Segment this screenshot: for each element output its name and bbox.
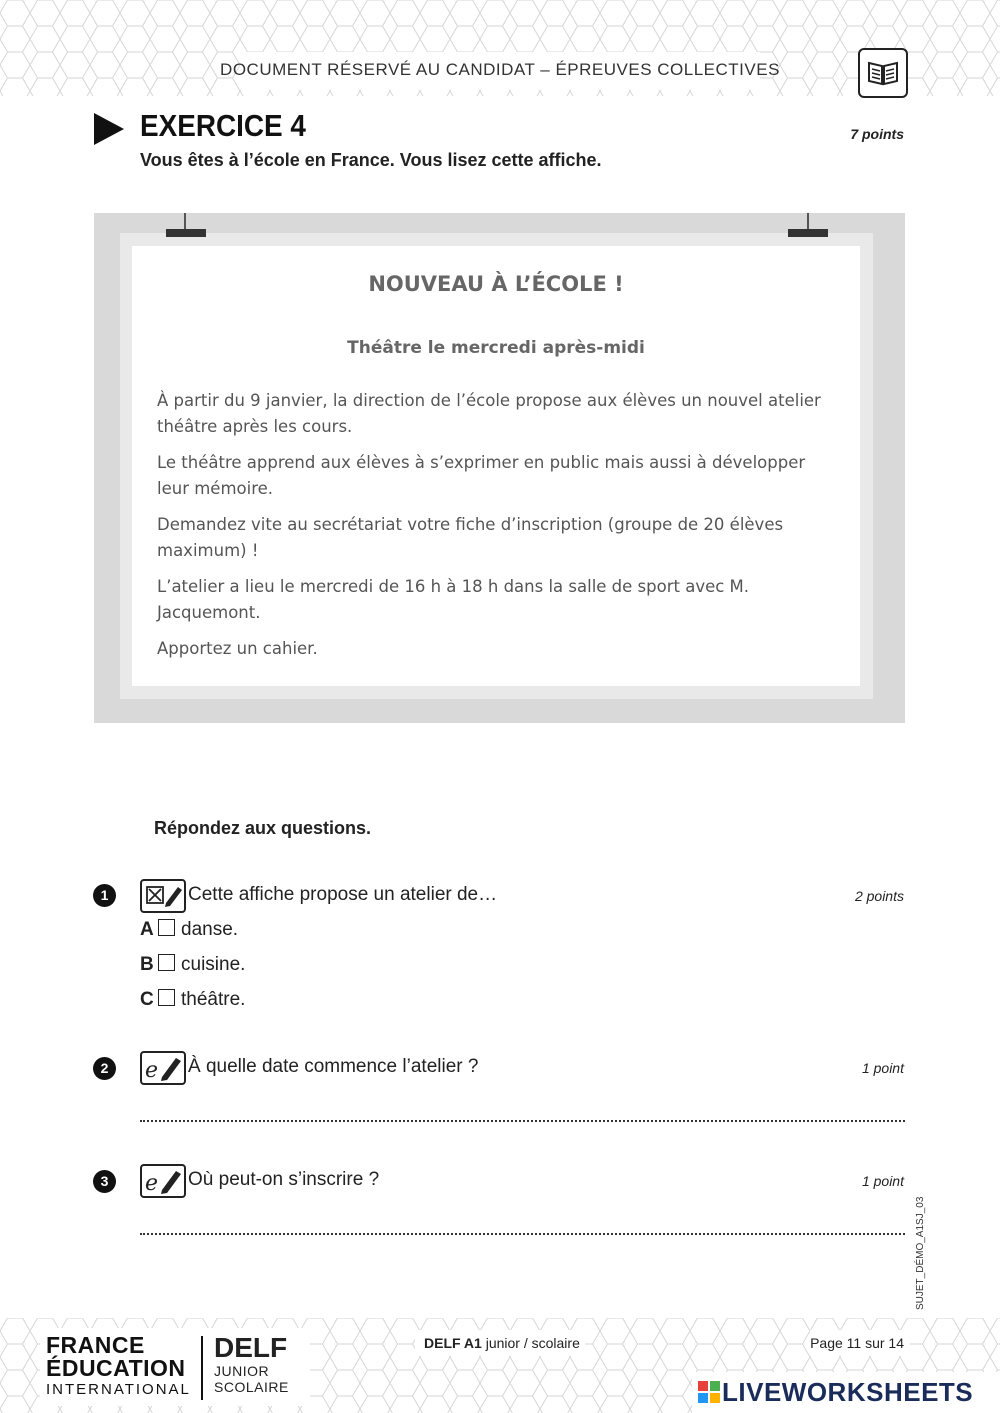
question-text: À quelle date commence l’atelier ?	[188, 1056, 479, 1077]
liveworksheets-icon	[698, 1379, 720, 1401]
option-label: théâtre.	[181, 989, 246, 1010]
level: DELF A1	[424, 1335, 482, 1351]
option-letter: B	[140, 954, 154, 975]
poster-paragraph: À partir du 9 janvier, la direction de l’école propose aux élèves un nouvel atelier théâtre après les cours.	[157, 391, 821, 436]
delf-logo	[214, 1334, 289, 1394]
question-number: 1	[93, 884, 116, 907]
option-letter: C	[140, 989, 154, 1010]
svg-text:e: e	[145, 1058, 159, 1083]
document-code: SUJET_DÉMO_A1SJ_03	[915, 1196, 926, 1310]
delf-sub: SCOLAIRE	[214, 1379, 289, 1395]
poster-body	[157, 388, 837, 672]
delf-title: DELF	[214, 1332, 288, 1363]
level-sub: junior / scolaire	[485, 1335, 580, 1351]
question-number: 2	[93, 1057, 116, 1080]
exercise-points: 7 points	[850, 126, 904, 142]
exercise-title: EXERCICE 4	[140, 108, 306, 143]
liveworksheets-logo	[698, 1377, 973, 1408]
poster	[132, 246, 860, 686]
header-pattern	[0, 0, 1000, 96]
clip-icon	[166, 229, 206, 237]
poster-paragraph: Demandez vite au secrétariat votre fiche d’inscription (groupe de 20 élèves maximum) !	[157, 515, 784, 560]
question-points: 2 points	[854, 888, 904, 904]
option-label: cuisine.	[181, 954, 246, 975]
clip-icon	[788, 229, 828, 237]
answer-title: Répondez aux questions.	[154, 818, 372, 838]
option-label: danse.	[181, 919, 239, 940]
question-text: Où peut-on s’inscrire ?	[188, 1169, 380, 1190]
header-title: DOCUMENT RÉSERVÉ AU CANDIDAT – ÉPREUVES COLLECTIVES	[220, 60, 780, 79]
question-number: 3	[93, 1170, 116, 1193]
option-letter: A	[140, 919, 154, 940]
watermark-text: LIVEWORKSHEETS	[722, 1377, 974, 1407]
option-checkbox[interactable]	[158, 989, 175, 1006]
answer-line[interactable]	[140, 1120, 905, 1122]
poster-paragraph: Apportez un cahier.	[157, 639, 318, 658]
option-checkbox[interactable]	[158, 919, 175, 936]
question-text: Cette affiche propose un atelier de…	[188, 884, 498, 905]
poster-subtitle: Théâtre le mercredi après-midi	[347, 338, 645, 358]
poster-title: NOUVEAU À L’ÉCOLE !	[368, 272, 624, 296]
france-education-logo	[46, 1334, 191, 1397]
write-pencil-icon	[140, 1164, 186, 1198]
answer-line[interactable]	[140, 1233, 905, 1235]
option-b[interactable]	[140, 954, 245, 976]
clip-wire	[184, 213, 186, 229]
poster-paragraph: L’atelier a lieu le mercredi de 16 h à 18 h dans la salle de sport avec M. Jacquemont.	[157, 577, 750, 622]
write-pencil-icon	[140, 1051, 186, 1085]
checkbox-pencil-icon	[140, 879, 186, 913]
org-line: INTERNATIONAL	[46, 1381, 191, 1398]
question-points: 1 point	[861, 1173, 904, 1189]
org-line: ÉDUCATION	[46, 1355, 186, 1381]
question-points: 1 point	[861, 1060, 904, 1076]
option-checkbox[interactable]	[158, 954, 175, 971]
option-a[interactable]	[140, 919, 238, 941]
option-c[interactable]	[140, 989, 245, 1011]
delf-sub: JUNIOR	[214, 1363, 270, 1379]
exercise-instruction: Vous êtes à l’école en France. Vous lisez cette affiche.	[140, 150, 602, 170]
open-book-icon	[858, 48, 908, 98]
page-number: Page 11 sur 14	[810, 1335, 904, 1351]
poster-paragraph: Le théâtre apprend aux élèves à s’exprimer en public mais aussi à développer leur mémoire.	[157, 453, 806, 498]
org-line: FRANCE	[46, 1332, 145, 1358]
play-arrow-icon	[94, 113, 124, 150]
level-label	[424, 1335, 580, 1351]
svg-text:e: e	[145, 1171, 159, 1196]
clip-wire	[807, 213, 809, 229]
divider	[201, 1336, 203, 1400]
